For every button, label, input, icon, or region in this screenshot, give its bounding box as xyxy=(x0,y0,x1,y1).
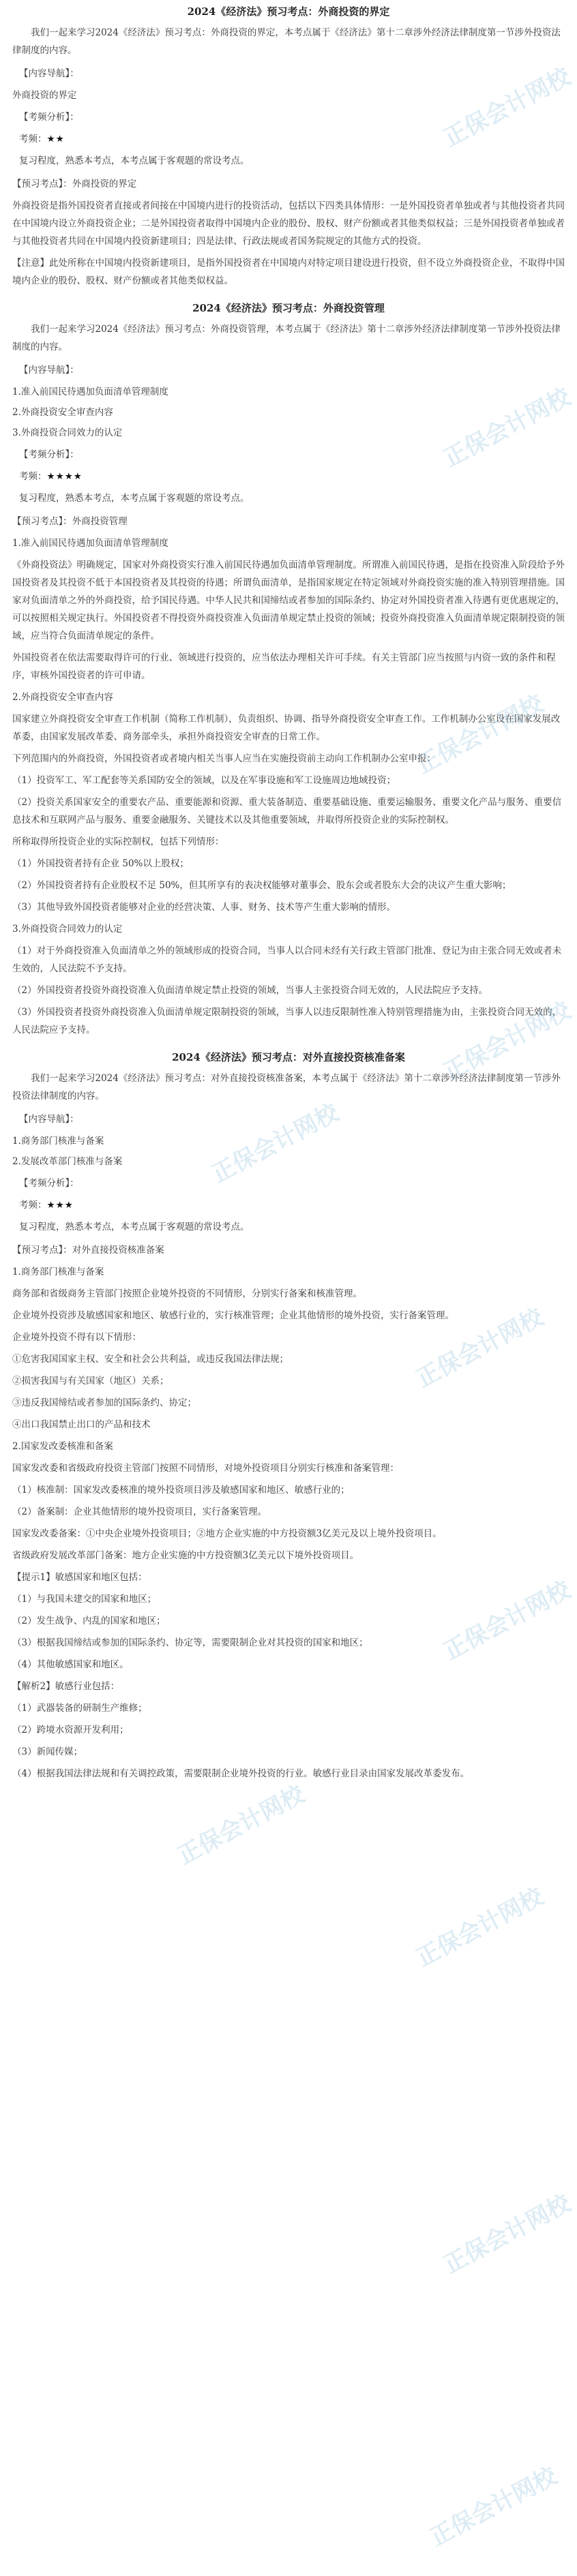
point-paragraph: （1）武器装备的研制生产维修； xyxy=(12,1703,147,1714)
watermark-logo: 正保会计网校 xyxy=(412,1883,548,1972)
watermark-logo: 正保会计网校 xyxy=(439,997,575,1086)
point-paragraph: （1）与我国未建交的国家和地区； xyxy=(12,1594,157,1605)
watermark-logo: 正保会计网校 xyxy=(439,2189,575,2279)
frequency-line xyxy=(12,468,565,485)
point-paragraph: 2.外商投资安全审查内容 xyxy=(12,692,113,703)
point-paragraph: 下列范围内的外商投资，外国投资者或者境内相关当事人应当在实施投资前主动向工作机制办公室申报： xyxy=(12,753,436,764)
point-paragraph: 商务部和省级商务主管部门按照企业境外投资的不同情形，分别实行备案和核准管理。 xyxy=(12,1288,362,1299)
point-paragraph: ③违反我国缔结或者参加的国际条约、协定； xyxy=(12,1397,196,1408)
section-intro: 我们一起来学习2024《经济法》预习考点：外商投资管理，本考点属于《经济法》第十二章涉外经济法律制度第一节涉外投资法律制度的内容。 xyxy=(12,324,561,352)
review-level: 复习程度，熟悉本考点，本考点属于客观题的常设考点。 xyxy=(19,493,250,504)
frequency-line xyxy=(12,1196,565,1214)
watermark-logo: 正保会计网校 xyxy=(439,1576,575,1665)
point-paragraph: 【解析2】敏感行业包括： xyxy=(12,1681,120,1692)
frequency-stars: ★★★★ xyxy=(46,471,83,482)
watermark-logo: 正保会计网校 xyxy=(439,63,575,152)
section-title: 2024《经济法》预习考点：外商投资的界定 xyxy=(187,5,390,18)
point-paragraph: 外商投资是指外国投资者直接或者间接在中国境内进行的投资活动，包括以下四类具体情形：一是外国投资者单独或者与其他投资者共同在中国境内设立外商投资企业；二是外国投资者取得中国境内企业的股份、股权、财产份额或者其他类似权益；三是外国投资者单独或者与其他投资者共同在中国境内投资新建项目；四是法律、行政法规或者国务院规定的其他方式的投资。 xyxy=(12,200,565,247)
point-paragraph: 3.外商投资合同效力的认定 xyxy=(12,924,123,935)
nav-label: 【内容导航】： xyxy=(19,1114,79,1125)
point-paragraph: 《外商投资法》明确规定，国家对外商投资实行准入前国民待遇加负面清单管理制度。所谓准入前国民待遇，是指在投资准入阶段给予外国投资者及其投资不低于本国投资者及其投资的待遇；所谓负面清单，是指国家规定在特定领域对外商投资实施的准入特别管理措施。国家对负面清单之外的外商投资，给予国民待遇。中华人民共和国缔结或者参加的国际条约、协定对外国投资者准入待遇有更优惠规定的，可以按照相关规定执行。外国投资者不得投资外商投资准入负面清单规定禁止投资的领域；投资外商投资准入负面清单规定限制投资的领域，应当符合负面清单规定的条件。 xyxy=(12,560,565,641)
frequency-label: 考频： xyxy=(19,134,47,145)
nav-item: 1.商务部门核准与备案 xyxy=(12,1136,104,1147)
frequency-line xyxy=(12,130,565,148)
point-paragraph: 1.准入前国民待遇加负面清单管理制度 xyxy=(12,538,168,549)
section-intro: 我们一起来学习2024《经济法》预习考点：对外直接投资核准备案，本考点属于《经济法》第十二章涉外经济法律制度第一节涉外投资法律制度的内容。 xyxy=(12,1073,561,1102)
point-paragraph: ④出口我国禁止出口的产品和技术 xyxy=(12,1419,151,1430)
point-paragraph: 国家发改委备案：①中央企业境外投资项目；②地方企业实施的中方投资额3亿美元及以上境外投资项目。 xyxy=(12,1528,442,1539)
point-paragraph: 【提示1】敏感国家和地区包括： xyxy=(12,1572,147,1583)
point-paragraph: 1.商务部门核准与备案 xyxy=(12,1267,104,1277)
analysis-label: 【考频分析】： xyxy=(19,112,79,123)
frequency-label: 考频： xyxy=(19,471,47,482)
point-paragraph: （2）跨境水资源开发利用； xyxy=(12,1725,129,1736)
watermark-logo: 正保会计网校 xyxy=(426,2462,561,2551)
point-paragraph: （4）其他敏感国家和地区。 xyxy=(12,1659,129,1670)
point-paragraph: （1）对于外商投资准入负面清单之外的领域形成的投资合同，当事人以合同未经有关行政主管部门批准、登记为由主张合同无效或者未生效的，人民法院不予支持。 xyxy=(12,945,562,974)
point-label: 【预习考点】：外商投资的界定 xyxy=(12,179,137,190)
analysis-label: 【考频分析】： xyxy=(19,449,79,460)
point-paragraph: （2）备案制：企业其他情形的境外投资项目，实行备案管理。 xyxy=(12,1506,267,1517)
watermark-logo: 正保会计网校 xyxy=(412,690,548,779)
point-paragraph: （2）投资关系国家安全的重要农产品、重要能源和资源、重大装备制造、重要基础设施、重要运输服务、重要文化产品与服务、重要信息技术和互联网产品与服务、重要金融服务、关键技术以及其他重要领域，并取得所投资企业的实际控制权。 xyxy=(12,797,562,825)
section-title: 2024《经济法》预习考点：外商投资管理 xyxy=(192,302,385,314)
analysis-label: 【考频分析】： xyxy=(19,1178,79,1189)
point-label: 【预习考点】：外商投资管理 xyxy=(12,516,128,527)
point-paragraph: （1）投资军工、军工配套等关系国防安全的领域，以及在军事设施和军工设施周边地域投资； xyxy=(12,775,396,786)
point-paragraph: （1）外国投资者持有企业 50%以上股权； xyxy=(12,858,189,869)
point-paragraph: 外国投资者在依法需要取得许可的行业、领域进行投资的，应当依法办理相关许可手续。有关主管部门应当按照与内资一致的条件和程序，审核外国投资者的许可申请。 xyxy=(12,652,556,681)
point-paragraph: 【注意】此处所称在中国境内投资新建项目，是指外国投资者在中国境内对特定项目建设进行投资，但不设立外商投资企业，不取得中国境内企业的股份、股权、财产份额或者其他类似权益。 xyxy=(12,258,565,286)
point-paragraph: （3）外国投资者投资外商投资准入负面清单规定限制投资的领域，当事人以违反限制性准入特别管理措施为由，主张投资合同无效的，人民法院应予支持。 xyxy=(12,1007,562,1035)
article-content xyxy=(0,4,577,1783)
point-paragraph: 2.国家发改委核准和备案 xyxy=(12,1441,113,1452)
review-level: 复习程度，熟悉本考点，本考点属于客观题的常设考点。 xyxy=(19,1222,250,1232)
point-paragraph: （3）根据我国缔结或参加的国际条约、协定等，需要限制企业对其投资的国家和地区； xyxy=(12,1637,368,1648)
nav-label: 【内容导航】： xyxy=(19,365,79,376)
watermark-logo: 正保会计网校 xyxy=(439,383,575,472)
nav-label: 【内容导航】： xyxy=(19,68,79,79)
section-title: 2024《经济法》预习考点：对外直接投资核准备案 xyxy=(172,1051,405,1063)
nav-item: 2.外商投资安全审查内容 xyxy=(12,407,113,418)
review-level: 复习程度，熟悉本考点，本考点属于客观题的常设考点。 xyxy=(19,155,250,166)
point-paragraph: 企业境外投资不得有以下情形： xyxy=(12,1332,141,1343)
point-paragraph: （3）新闻传媒； xyxy=(12,1746,83,1757)
point-paragraph: （2）发生战争、内乱的国家和地区； xyxy=(12,1616,166,1626)
frequency-label: 考频： xyxy=(19,1200,47,1211)
point-label: 【预习考点】：对外直接投资核准备案 xyxy=(12,1245,164,1256)
point-paragraph: （4）根据我国法律法规和有关调控政策，需要限制企业境外投资的行业。敏感行业目录由国家发展改革委发布。 xyxy=(12,1768,470,1779)
frequency-stars: ★★ xyxy=(46,134,65,145)
nav-item: 1.准入前国民待遇加负面清单管理制度 xyxy=(12,387,168,397)
point-paragraph: ②损害我国与有关国家（地区）关系； xyxy=(12,1376,169,1387)
section-intro: 我们一起来学习2024《经济法》预习考点：外商投资的界定，本考点属于《经济法》第十二章涉外经济法律制度第一节涉外投资法律制度的内容。 xyxy=(12,27,561,56)
point-paragraph: 企业境外投资涉及敏感国家和地区、敏感行业的，实行核准管理；企业其他情形的境外投资，实行备案管理。 xyxy=(12,1310,454,1321)
watermark-logo: 正保会计网校 xyxy=(173,1781,309,1870)
point-paragraph: （1）核准制：国家发改委核准的境外投资项目涉及敏感国家和地区、敏感行业的； xyxy=(12,1485,350,1496)
point-paragraph: （3）其他导致外国投资者能够对企业的经营决策、人事、财务、技术等产生重大影响的情形。 xyxy=(12,902,396,913)
nav-item: 3.外商投资合同效力的认定 xyxy=(12,427,123,438)
watermark-logo: 正保会计网校 xyxy=(412,1303,548,1393)
point-paragraph: （2）外国投资者持有企业股权不足 50%，但其所享有的表决权能够对董事会、股东会或者股东大会的决议产生重大影响； xyxy=(12,880,512,891)
frequency-stars: ★★★ xyxy=(46,1200,74,1211)
point-paragraph: 国家建立外商投资安全审查工作机制（简称工作机制），负责组织、协调、指导外商投资安全审查工作。工作机制办公室设在国家发展改革委，由国家发展改革委、商务部牵头，承担外商投资安全审查的日常工作。 xyxy=(12,714,561,742)
point-paragraph: （2）外国投资者投资外商投资准入负面清单规定禁止投资的领域，当事人主张投资合同无效的，人民法院应予支持。 xyxy=(12,985,488,996)
point-paragraph: 国家发改委和省级政府投资主管部门按照不同情形，对境外投资项目分别实行核准和备案管理： xyxy=(12,1463,399,1474)
nav-item: 2.发展改革部门核准与备案 xyxy=(12,1156,123,1167)
point-paragraph: 所称取得所投资企业的实际控制权，包括下列情形： xyxy=(12,836,224,847)
nav-item: 外商投资的界定 xyxy=(12,90,77,101)
watermark-logo: 正保会计网校 xyxy=(207,1099,343,1188)
point-paragraph: 省级政府发展改革部门备案：地方企业实施的中方投资额3亿美元以下境外投资项目。 xyxy=(12,1550,359,1561)
point-paragraph: ①危害我国国家主权、安全和社会公共利益，或违反我国法律法规； xyxy=(12,1354,288,1365)
